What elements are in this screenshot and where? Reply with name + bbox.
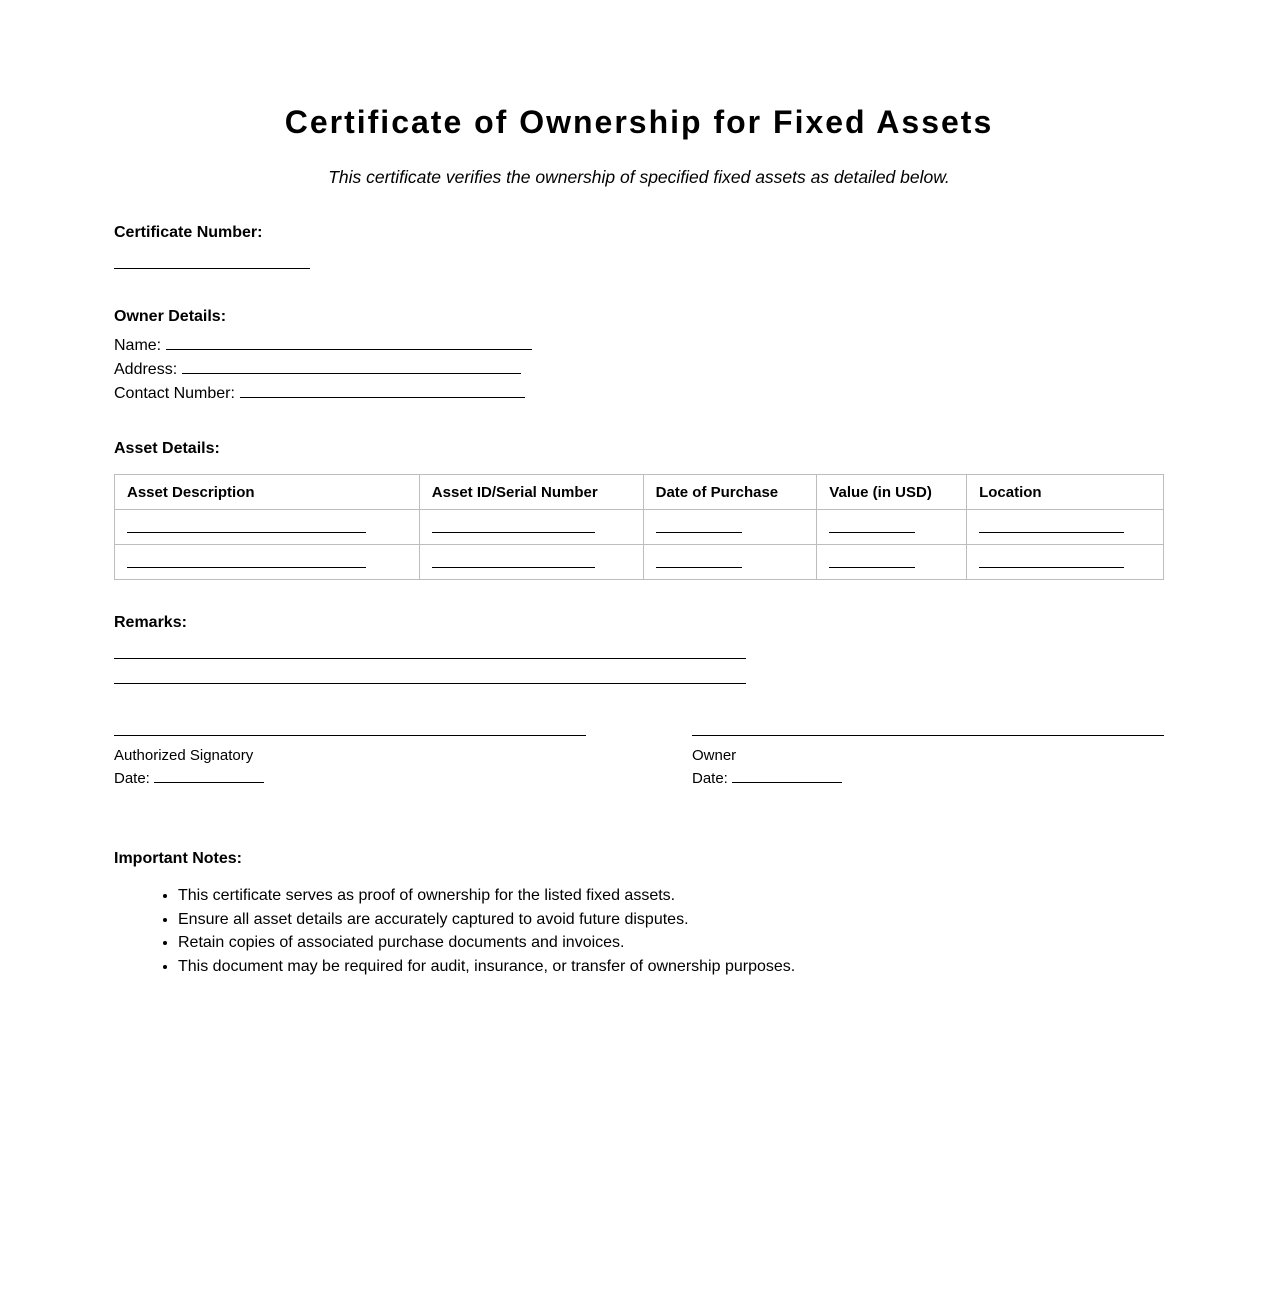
certificate-number-label: Certificate Number: xyxy=(114,224,263,241)
owner-date-label: Date: xyxy=(692,770,728,787)
table-row xyxy=(115,545,1164,580)
table-cell[interactable] xyxy=(817,545,967,580)
owner-date-row xyxy=(692,769,842,789)
owner-address-label: Address: xyxy=(114,361,178,378)
column-header-asset-id: Asset ID/Serial Number xyxy=(419,475,643,510)
table-cell[interactable] xyxy=(967,510,1164,545)
owner-date-field[interactable] xyxy=(732,769,842,783)
table-cell[interactable] xyxy=(643,510,817,545)
authorized-signatory-signature-line[interactable] xyxy=(114,735,586,736)
blank-line xyxy=(656,532,742,533)
owner-name-row xyxy=(114,335,532,356)
list-item: • This document may be required for audit, insurance, or transfer of ownership purposes. xyxy=(178,955,795,979)
owner-address-field[interactable] xyxy=(182,359,521,374)
important-notes-heading: Important Notes: xyxy=(114,850,242,867)
column-header-date-of-purchase: Date of Purchase xyxy=(643,475,817,510)
owner-details-heading: Owner Details: xyxy=(114,308,227,325)
blank-line xyxy=(979,532,1124,533)
blank-line xyxy=(127,567,366,568)
owner-signature-label: Owner xyxy=(692,747,737,764)
owner-contact-row xyxy=(114,383,525,404)
blank-line xyxy=(432,532,595,533)
table-cell[interactable] xyxy=(419,545,643,580)
authorized-signatory-date-row xyxy=(114,769,264,789)
blank-line xyxy=(127,532,366,533)
owner-signature-line[interactable] xyxy=(692,735,1164,736)
blank-line xyxy=(829,532,915,533)
list-item: • Ensure all asset details are accurately captured to avoid future disputes. xyxy=(178,908,795,932)
table-cell[interactable] xyxy=(115,510,420,545)
table-header-row xyxy=(115,475,1164,510)
table-cell[interactable] xyxy=(643,545,817,580)
table-cell[interactable] xyxy=(967,545,1164,580)
column-header-asset-description: Asset Description xyxy=(115,475,420,510)
owner-contact-label: Contact Number: xyxy=(114,385,235,402)
authorized-signatory-date-field[interactable] xyxy=(154,769,264,783)
remarks-heading: Remarks: xyxy=(114,614,187,631)
list-item: • Retain copies of associated purchase documents and invoices. xyxy=(178,931,795,955)
remarks-line-2[interactable] xyxy=(114,683,746,684)
asset-details-heading: Asset Details: xyxy=(114,440,220,457)
asset-table xyxy=(114,474,1164,580)
owner-address-row xyxy=(114,359,521,380)
blank-line xyxy=(979,567,1124,568)
owner-contact-field[interactable] xyxy=(240,383,525,398)
certificate-number-field[interactable] xyxy=(114,268,310,269)
column-header-location: Location xyxy=(967,475,1164,510)
owner-name-field[interactable] xyxy=(166,335,532,350)
table-cell[interactable] xyxy=(419,510,643,545)
owner-name-label: Name: xyxy=(114,337,162,354)
blank-line xyxy=(656,567,742,568)
table-cell[interactable] xyxy=(817,510,967,545)
authorized-signatory-date-label: Date: xyxy=(114,770,150,787)
remarks-line-1[interactable] xyxy=(114,658,746,659)
important-notes-list xyxy=(114,884,795,978)
column-header-value: Value (in USD) xyxy=(817,475,967,510)
authorized-signatory-label: Authorized Signatory xyxy=(114,747,254,764)
blank-line xyxy=(432,567,595,568)
page-subtitle: This certificate verifies the ownership of specified fixed assets as detailed below. xyxy=(328,167,950,187)
table-row xyxy=(115,510,1164,545)
page-title: Certificate of Ownership for Fixed Assets xyxy=(284,104,994,140)
table-cell[interactable] xyxy=(115,545,420,580)
list-item: • This certificate serves as proof of ownership for the listed fixed assets. xyxy=(178,884,795,908)
blank-line xyxy=(829,567,915,568)
